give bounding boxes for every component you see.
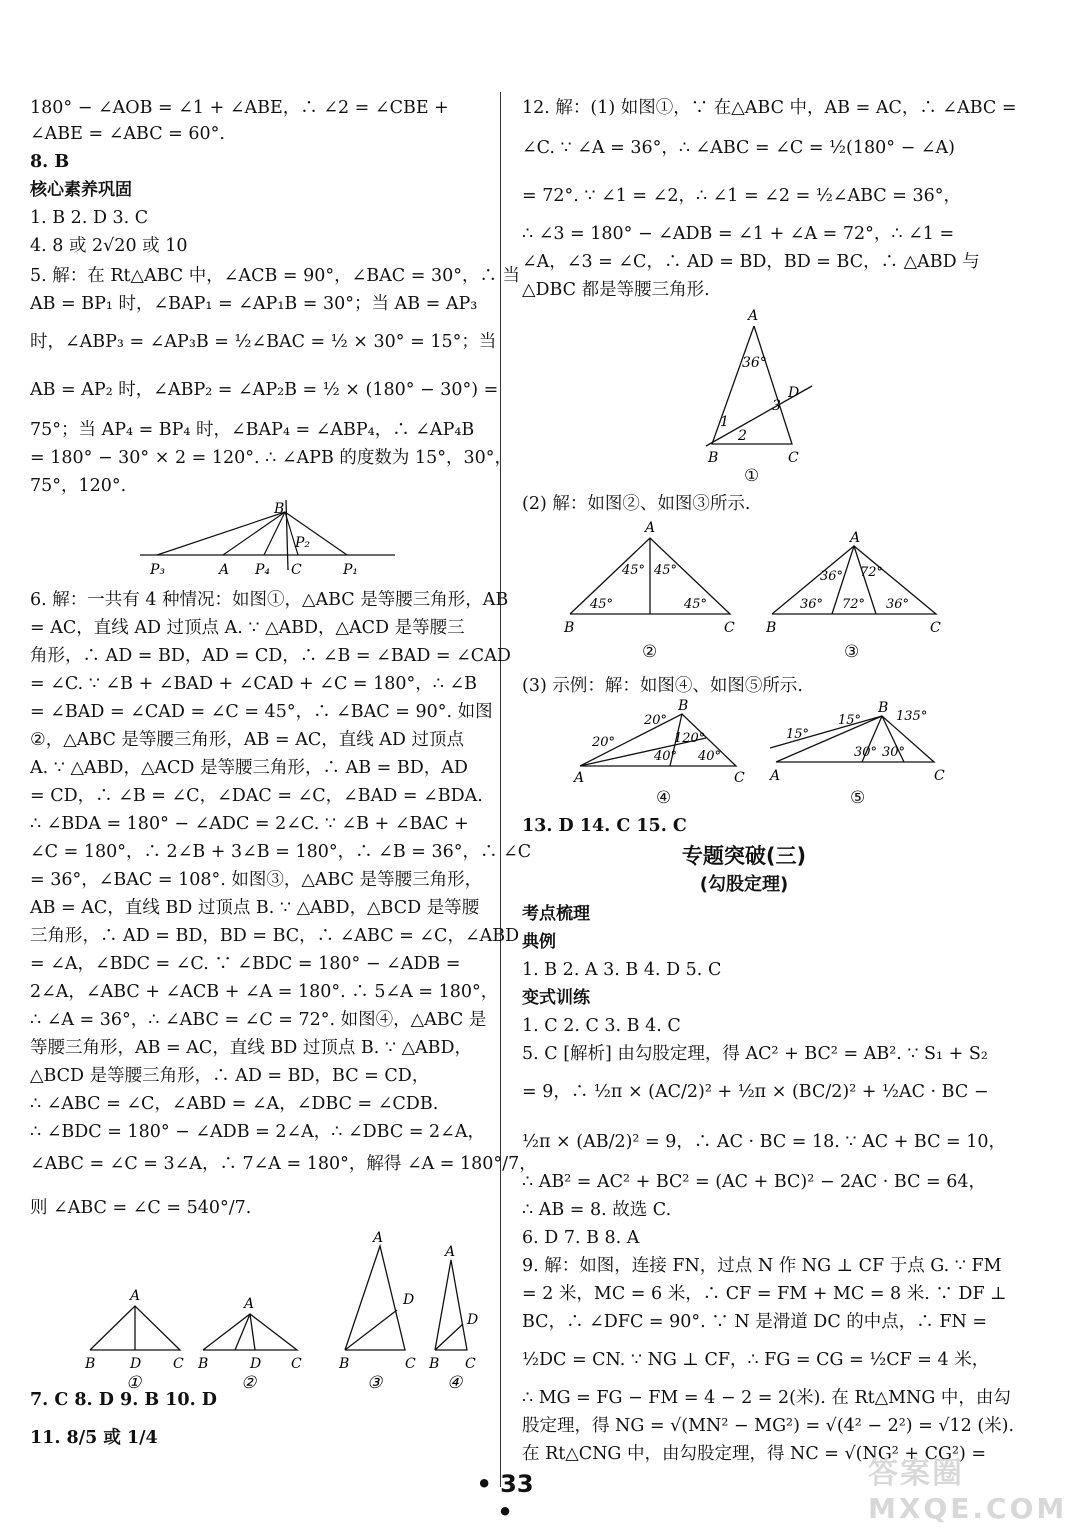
text-line: △BCD 是等腰三角形，∴ AD = BD，BC = CD，	[30, 1066, 430, 1086]
fig12-4-label: 40°	[698, 749, 722, 764]
fig12-4-label: 20°	[592, 735, 616, 750]
fig12-5-label: 15°	[838, 713, 862, 728]
fig12-2-label: B	[564, 620, 575, 636]
text-line: ∴ ∠ABC = ∠C，∠ABD = ∠A，∠DBC = ∠CDB.	[30, 1094, 439, 1114]
answer-line: 1. B 2. D 3. C	[30, 208, 149, 228]
fig5-label: B	[274, 501, 285, 517]
text-line: BC，∴ ∠DFC = 90°. ∵ N 是滑道 DC 的中点，∴ FN =	[522, 1312, 988, 1332]
text-line: 2∠A，∠ABC + ∠ACB + ∠A = 180°. ∴ 5∠A = 180°，	[30, 982, 499, 1002]
page-number: • 33 •	[476, 1470, 534, 1526]
text-line: 角形，∴ AD = BD，AD = CD，∴ ∠B = ∠BAD = ∠CAD	[30, 646, 511, 666]
column-divider	[500, 92, 501, 1487]
fig12-caption: ⑤	[850, 788, 866, 808]
text-line: ∴ ∠A = 36°，∴ ∠ABC = ∠C = 72°. 如图④，△ABC 是	[30, 1010, 487, 1030]
fig12-5-label: 135°	[896, 709, 928, 724]
fig5-label: P₃	[150, 562, 166, 578]
text-line: = 180° − 30° × 2 = 120°. ∴ ∠APB 的度数为 15°，30°，	[30, 448, 512, 468]
text-line: (2) 解：如图②、如图③所示.	[522, 494, 751, 514]
text-line: 75°；当 AP₄ = BP₄ 时，∠BAP₄ = ∠ABP₄，∴ ∠AP₄B	[30, 420, 475, 440]
fig12-3-label: 36°	[886, 597, 910, 612]
answer-line: 8. B	[30, 152, 70, 172]
fig12-4-label: B	[678, 698, 689, 714]
text-line: = AC，直线 AD 过顶点 A. ∵ △ABD，△ACD 是等腰三	[30, 618, 465, 638]
text-line: ∴ AB² = AC² + BC² = (AC + BC)² − 2AC · BC = 64，	[522, 1172, 987, 1192]
text-line: 则 ∠ABC = ∠C = 540°/7.	[30, 1198, 252, 1218]
section-subtitle: (勾股定理)	[699, 874, 789, 895]
fig6-label: B	[198, 1356, 209, 1372]
text-line: 在 Rt△CNG 中，由勾股定理，得 NC = √(NG² + CG²) =	[522, 1444, 987, 1464]
text-line: ∠C = 180°，∴ 2∠B + 3∠B = 180°，∴ ∠B = 36°，∴ ∠C	[30, 842, 532, 862]
text-line: ∴ ∠BDC = 180° − ∠ADB = 2∠A，∴ ∠DBC = 2∠A，	[30, 1122, 485, 1142]
text-line: 180° − ∠AOB = ∠1 + ∠ABE，∴ ∠2 = ∠CBE +	[30, 98, 449, 118]
fig12-4-label: 20°	[644, 713, 668, 728]
answer-line: 7. C 8. D 9. B 10. D	[30, 1390, 217, 1410]
fig12-4-label: 40°	[654, 749, 678, 764]
fig6-label: D	[403, 1292, 415, 1308]
text-line: ∴ MG = FG − FM = 4 − 2 = 2(米). 在 Rt△MNG 中，由勾	[522, 1388, 1011, 1408]
fig12-3-label: 36°	[820, 569, 844, 584]
text-line: ∴ ∠3 = 180° − ∠ADB = ∠1 + ∠A = 72°，∴ ∠1 =	[522, 224, 955, 244]
figure-12-3	[762, 532, 952, 642]
fig5-label: P₂	[295, 535, 311, 551]
section-title: 专题突破(三)	[681, 844, 807, 868]
fig12-1-label: D	[788, 385, 800, 401]
figure-p6	[85, 1232, 490, 1392]
text-line: A. ∵ △ABD，△ACD 是等腰三角形，∴ AB = BD，AD	[30, 758, 468, 778]
fig12-1-label: A	[748, 308, 759, 324]
text-line: = ∠C. ∵ ∠B + ∠BAD + ∠CAD + ∠C = 180°，∴ ∠B	[30, 674, 477, 694]
fig6-label: D	[467, 1312, 479, 1328]
fig6-caption: ③	[367, 1373, 383, 1393]
fig12-1-label: C	[788, 450, 799, 466]
fig12-4-label: C	[734, 770, 745, 786]
text-line: = 9，∴ ½π × (AC/2)² + ½π × (BC/2)² + ½AC · BC −	[522, 1082, 989, 1102]
text-line: 时，∠ABP₃ = ∠AP₃B = ½∠BAC = ½ × 30° = 15°；当	[30, 332, 497, 352]
text-line: ∠ABE = ∠ABC = 60°.	[30, 124, 225, 144]
fig12-5-label: 30°	[882, 745, 906, 760]
fig12-3-label: 36°	[800, 597, 824, 612]
fig6-caption: ①	[126, 1373, 142, 1393]
fig6-caption: ④	[447, 1373, 463, 1393]
fig6-label: A	[130, 1288, 141, 1304]
fig12-1-label: 1	[720, 414, 729, 430]
text-line: (3) 示例：解：如图④、如图⑤所示.	[522, 676, 803, 696]
text-line: = CD，∴ ∠B = ∠C，∠DAC = ∠C，∠BAD = ∠BDA.	[30, 786, 483, 806]
fig6-label: C	[291, 1356, 302, 1372]
text-line: ½π × (AB/2)² = 9，∴ AC · BC = 18. ∵ AC + BC = 10，	[522, 1132, 1007, 1152]
fig6-label: C	[465, 1356, 476, 1372]
answer-line: 13. D 14. C 15. C	[522, 816, 687, 836]
text-line: AB = AC，直线 BD 过顶点 B. ∵ △ABD，△BCD 是等腰	[30, 898, 480, 918]
fig12-4-label: 120°	[674, 731, 706, 746]
text-line: ∴ AB = 8. 故选 C.	[522, 1200, 672, 1220]
fig6-label: D	[130, 1356, 142, 1372]
fig12-1-label: 2	[738, 428, 747, 444]
figure-12-2	[562, 522, 742, 642]
text-line: ½DC = CN. ∵ NG ⊥ CF，∴ FG = CG = ½CF = 4 米，	[522, 1350, 990, 1370]
figure-p5	[135, 500, 405, 588]
fig6-label: A	[373, 1230, 384, 1246]
fig12-1-label: 3	[772, 398, 781, 414]
watermark-line2: MXQE.COM	[868, 1492, 1067, 1525]
fig6-label: B	[85, 1356, 96, 1372]
fig12-5-label: A	[770, 768, 781, 784]
text-line: 5. C [解析] 由勾股定理，得 AC² + BC² = AB². ∵ S₁ + S₂	[522, 1044, 988, 1064]
fig12-2-label: 45°	[590, 597, 614, 612]
fig12-3-label: B	[766, 620, 777, 636]
fig6-label: B	[429, 1356, 440, 1372]
fig5-label: P₁	[343, 562, 359, 578]
answer-line: 11. 8/5 或 1/4	[30, 1428, 158, 1448]
fig12-4-label: A	[574, 770, 585, 786]
fig12-2-label: 45°	[622, 563, 646, 578]
fig12-1-label: 36°	[742, 355, 767, 371]
fig12-3-label: A	[850, 530, 861, 546]
fig5-label: A	[219, 562, 230, 578]
section-heading: 核心素养巩固	[30, 180, 132, 200]
fig12-caption: ②	[642, 642, 658, 662]
fig12-1-label: B	[708, 450, 719, 466]
watermark-line1: 答案圈	[868, 1456, 964, 1491]
text-line: = ∠BAD = ∠CAD = ∠C = 45°，∴ ∠BAC = 90°. 如图	[30, 702, 493, 722]
text-line: = 2 米，MC = 6 米，∴ CF = FM + MC = 8 米. ∵ DF ⊥	[522, 1284, 1007, 1304]
fig6-label: C	[173, 1356, 184, 1372]
text-line: 6. 解：一共有 4 种情况：如图①，△ABC 是等腰三角形，AB	[30, 590, 509, 610]
text-line: 12. 解：(1) 如图①，∵ 在△ABC 中，AB = AC，∴ ∠ABC =	[522, 98, 1017, 118]
fig12-3-label: 72°	[842, 597, 866, 612]
fig6-label: A	[445, 1244, 456, 1260]
figure-12-1	[702, 304, 822, 464]
fig12-2-label: C	[724, 620, 735, 636]
fig12-3-label: C	[930, 620, 941, 636]
text-line: ∠A，∠3 = ∠C，∴ AD = BD，BD = BC，∴ △ABD 与	[522, 252, 980, 272]
text-line: 75°，120°.	[30, 476, 127, 496]
text-line: ②，△ABC 是等腰三角形，AB = AC，直线 AD 过顶点	[30, 730, 465, 750]
fig12-5-label: 30°	[854, 745, 878, 760]
fig6-label: A	[244, 1296, 255, 1312]
answer-line: 6. D 7. B 8. A	[522, 1228, 640, 1248]
fig12-3-label: 72°	[860, 565, 884, 580]
fig6-label: C	[405, 1356, 416, 1372]
fig12-5-label: 15°	[786, 727, 810, 742]
text-line: 9. 解：如图，连接 FN，过点 N 作 NG ⊥ CF 于点 G. ∵ FM	[522, 1256, 1002, 1276]
fig6-label: D	[250, 1356, 262, 1372]
fig6-caption: ②	[241, 1373, 257, 1393]
figure-12-5	[768, 700, 958, 784]
fig12-2-label: A	[645, 520, 656, 536]
fig12-caption: ③	[844, 642, 860, 662]
text-line: △DBC 都是等腰三角形.	[522, 280, 710, 300]
text-line: ∴ ∠BDA = 180° − ∠ADC = 2∠C. ∵ ∠B + ∠BAC +	[30, 814, 469, 834]
fig5-label: C	[291, 562, 302, 578]
text-line: 5. 解：在 Rt△ABC 中，∠ACB = 90°，∠BAC = 30°，∴ 当	[30, 266, 521, 286]
text-line: AB = BP₁ 时，∠BAP₁ = ∠AP₁B = 30°；当 AB = AP₃	[30, 294, 478, 314]
fig12-5-label: B	[878, 700, 889, 716]
answer-line: 4. 8 或 2√20 或 10	[30, 236, 188, 256]
section-heading: 变式训练	[522, 988, 590, 1008]
text-line: ∠ABC = ∠C = 3∠A，∴ 7∠A = 180°，解得 ∠A = 180°/7，	[30, 1154, 537, 1174]
text-line: 股定理，得 NG = √(MN² − MG²) = √(4² − 2²) = √12 (米).	[522, 1416, 1015, 1436]
figure-12-4	[572, 698, 752, 786]
text-line: 三角形，∴ AD = BD，BD = BC，∴ ∠ABC = ∠C，∠ABD	[30, 926, 520, 946]
fig12-5-label: C	[934, 768, 945, 784]
fig12-caption: ①	[744, 466, 760, 486]
text-line: AB = AP₂ 时，∠ABP₂ = ∠AP₂B = ½ × (180° − 30°) =	[30, 380, 499, 400]
section-heading: 典例	[522, 932, 556, 952]
fig12-2-label: 45°	[654, 563, 678, 578]
fig6-label: B	[339, 1356, 350, 1372]
fig5-label: P₄	[255, 562, 271, 578]
answer-line: 1. B 2. A 3. B 4. D 5. C	[522, 960, 722, 980]
answer-line: 1. C 2. C 3. B 4. C	[522, 1016, 681, 1036]
text-line: = 72°. ∵ ∠1 = ∠2，∴ ∠1 = ∠2 = ½∠ABC = 36°，	[522, 186, 961, 206]
text-line: 等腰三角形，AB = AC，直线 BD 过顶点 B. ∵ △ABD，	[30, 1038, 473, 1058]
fig12-caption: ④	[656, 788, 672, 808]
section-heading: 考点梳理	[522, 904, 590, 924]
text-line: = ∠A，∠BDC = ∠C. ∵ ∠BDC = 180° − ∠ADB =	[30, 954, 461, 974]
text-line: = 36°，∠BAC = 108°. 如图③，△ABC 是等腰三角形，	[30, 870, 483, 890]
fig12-2-label: 45°	[684, 597, 708, 612]
watermark	[868, 1448, 1067, 1525]
text-line: ∠C. ∵ ∠A = 36°，∴ ∠ABC = ∠C = ½(180° − ∠A)	[522, 138, 955, 158]
